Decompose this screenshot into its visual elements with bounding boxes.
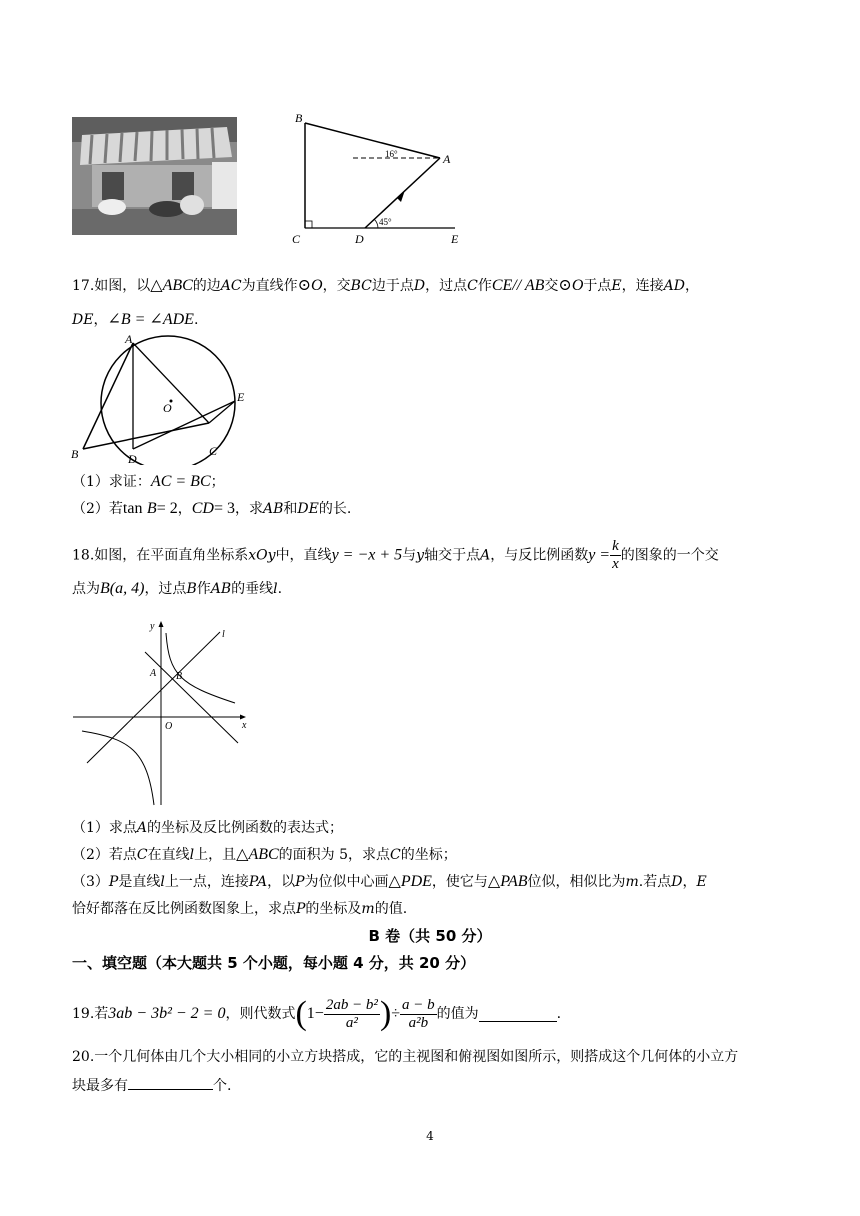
label-D: D: [128, 452, 137, 465]
math: = 2: [156, 500, 178, 517]
text: 的值.: [374, 901, 408, 917]
text: 的坐标；: [400, 847, 457, 863]
math: B: [146, 500, 157, 517]
label-x: x: [242, 720, 247, 731]
label-B: B: [295, 111, 303, 125]
math: CE// AB: [491, 277, 545, 294]
math: E: [696, 874, 707, 890]
text: .: [193, 312, 199, 328]
q18-part2: （2）若点C在直线l上，且△ABC的面积为 5，求点C的坐标；: [72, 846, 457, 863]
q18-part3-cont: [72, 899, 407, 919]
text: 于点: [583, 278, 612, 294]
numerator: a − b: [402, 996, 435, 1013]
math: AD: [663, 278, 685, 294]
math: A: [136, 820, 148, 836]
label-B: B: [176, 671, 183, 682]
math: y: [416, 547, 425, 564]
math: P: [295, 874, 305, 890]
page-number: 4: [426, 1129, 434, 1143]
math: l: [273, 581, 278, 597]
text: ，: [177, 501, 192, 517]
text: .若点: [638, 874, 672, 890]
math: C: [467, 278, 478, 294]
math: A: [480, 547, 491, 564]
q17-part2: [72, 499, 351, 519]
label-O: O: [163, 401, 172, 415]
text: 点为: [72, 581, 100, 597]
math: P: [296, 901, 306, 917]
text: .: [556, 1006, 562, 1022]
text: ，过点: [144, 581, 187, 597]
math: AB: [210, 581, 232, 597]
math: ABC: [248, 846, 279, 863]
math: D: [671, 874, 683, 890]
angle-45-label: 45°: [379, 217, 392, 227]
label-A: A: [125, 335, 133, 346]
text: 的边: [192, 278, 221, 294]
text: （1）求点: [72, 820, 137, 836]
text: .: [277, 581, 283, 597]
denominator: a²: [345, 1014, 358, 1031]
awning-photo-drawing: [72, 117, 237, 235]
text: 与: [402, 547, 417, 564]
math: (a, 4): [109, 580, 145, 597]
text: ，: [684, 278, 699, 294]
text: ，以: [267, 874, 296, 890]
math: y =: [588, 546, 611, 564]
section-b-heading: 一、填空题（本大题共 5 个小题，每小题 4 分，共 20 分）: [72, 954, 476, 972]
text: 是直线: [118, 874, 161, 890]
math: 1−: [306, 1005, 324, 1022]
q17-part1: [72, 472, 225, 492]
text: 位似，相似比为: [527, 874, 626, 890]
text: 个.: [213, 1078, 232, 1094]
label-l: l: [222, 629, 225, 640]
text: 的长.: [318, 501, 352, 517]
fraction-2: [400, 997, 437, 1032]
q20-line1: 20.一个几何体由几个大小相同的小立方块搭成，它的主视图和俯视图如图所示，则搭成这个几何体的小立方: [72, 1049, 739, 1065]
text: 边于点: [371, 278, 414, 294]
label-A: A: [443, 152, 451, 166]
math: PDE: [400, 873, 432, 890]
q17-circle-figure: [65, 335, 255, 465]
q18-part1: [72, 818, 343, 838]
label-C: C: [209, 444, 218, 458]
math: tan: [122, 500, 143, 517]
text: 的值为: [436, 1006, 479, 1022]
label-C: C: [292, 232, 301, 246]
math: D: [413, 278, 426, 294]
text: 的坐标及反比例函数的表达式；: [147, 820, 344, 836]
q18-line2: [72, 579, 282, 599]
label-y: y: [150, 621, 155, 632]
math: l: [189, 847, 195, 863]
q18-coordinate-figure: [70, 615, 255, 810]
numerator: 2ab − b²: [325, 996, 378, 1013]
text: ，: [682, 874, 697, 890]
text: （1）求证：: [72, 474, 151, 490]
label-B: B: [71, 447, 79, 461]
label-O: O: [165, 721, 173, 732]
q17-line2: [72, 310, 198, 330]
text: ，过点: [425, 278, 468, 294]
text: 的垂线: [231, 581, 274, 597]
math: l: [160, 874, 165, 890]
math: PAB: [500, 873, 528, 890]
math: = 3: [213, 500, 235, 517]
label-E: E: [451, 232, 459, 246]
text: ，与反比例函数: [490, 547, 589, 564]
text: 中，直线: [275, 547, 332, 564]
text: ，连接: [621, 278, 664, 294]
math: PA: [248, 874, 268, 890]
math: 3ab − 3b² − 2 = 0: [108, 1005, 226, 1022]
q18-line1: [72, 538, 719, 573]
math: BC: [350, 278, 372, 294]
text: （2）若: [72, 501, 123, 517]
math: AC: [220, 278, 242, 294]
math: AB: [263, 501, 284, 517]
math: C: [390, 847, 401, 863]
q19-line: 19.若3ab − 3b² − 2 = 0，则代数式(1− $\frac{\text{2ab − b²}}{\text{a²}}$ )÷ $\frac{a - b}{\text{a²b}}$ 的值为 .: [72, 995, 562, 1032]
math: DE: [297, 501, 319, 517]
text: 为位似中心画: [304, 874, 389, 890]
math: y = −x + 5: [331, 546, 403, 564]
math: AC = BC: [150, 473, 211, 490]
text: 交: [544, 278, 559, 294]
text: 19.若: [72, 1006, 109, 1022]
text: 18.如图，在平面直角坐标系: [72, 547, 249, 564]
math: DE: [72, 312, 94, 328]
denominator: a²b: [408, 1014, 429, 1031]
math: B: [186, 581, 197, 597]
math: ABC: [162, 277, 193, 294]
numerator: k: [612, 538, 619, 554]
text: ，交: [322, 278, 351, 294]
text: 恰好都落在反比例函数图象上，求点: [72, 901, 296, 917]
math: E: [611, 278, 622, 294]
math: P: [108, 874, 119, 890]
math: O: [571, 277, 584, 294]
text: 17.如图，以: [72, 278, 151, 294]
math: m: [361, 901, 375, 917]
k-over-x-fraction: [610, 538, 621, 573]
text: 上一点，连接: [164, 874, 249, 890]
math: B: [100, 580, 110, 597]
text: 作: [477, 278, 492, 294]
text: ；: [210, 474, 225, 490]
text: 作: [196, 581, 211, 597]
text: （3）: [72, 874, 109, 890]
text: ，使它与: [431, 874, 488, 890]
denominator: x: [612, 556, 619, 572]
math: CD: [191, 500, 214, 517]
math: ÷: [391, 1005, 401, 1022]
text: （2）若点: [72, 847, 137, 863]
text: ，: [93, 312, 108, 328]
fraction-1: [324, 997, 380, 1032]
awning-photo: [72, 117, 237, 235]
answer-blank[interactable]: [479, 1007, 557, 1022]
text: 块最多有: [72, 1078, 128, 1094]
math: O: [311, 277, 323, 294]
math: ∠B = ∠ADE: [107, 311, 194, 328]
label-A: A: [150, 668, 157, 679]
text: 轴交于点: [424, 547, 481, 564]
answer-blank[interactable]: [128, 1075, 213, 1090]
q16-geometry-figure: [285, 108, 475, 248]
q18-part3: （3）P是直线l上一点，连接PA，以P为位似中心画△PDE，使它与△PAB位似，相似比为m.若点D，E: [72, 873, 707, 890]
section-b-title: B 卷（共 50 分）: [368, 927, 492, 945]
text: 为直线作: [241, 278, 298, 294]
q20-line2: [72, 1075, 231, 1096]
label-D: D: [355, 232, 364, 246]
text: ，则代数式: [225, 1006, 296, 1022]
math: xOy: [248, 547, 276, 564]
text: 的坐标及: [305, 901, 362, 917]
text: 的图象的一个交: [620, 547, 719, 564]
q17-line1: 17.如图，以△ABC的边AC为直线作⊙O，交BC边于点D，过点C作CE// AB交⊙O于点E，连接AD，: [72, 277, 699, 294]
math: m: [625, 874, 639, 890]
text: 和: [283, 501, 298, 517]
math: C: [136, 847, 148, 863]
text: 的面积为 5，求点: [278, 847, 391, 863]
angle-16-label: 16°: [385, 149, 398, 159]
text: 在直线: [147, 847, 190, 863]
label-E: E: [237, 390, 245, 404]
text: ，求: [235, 501, 263, 517]
text: 上，且: [194, 847, 237, 863]
